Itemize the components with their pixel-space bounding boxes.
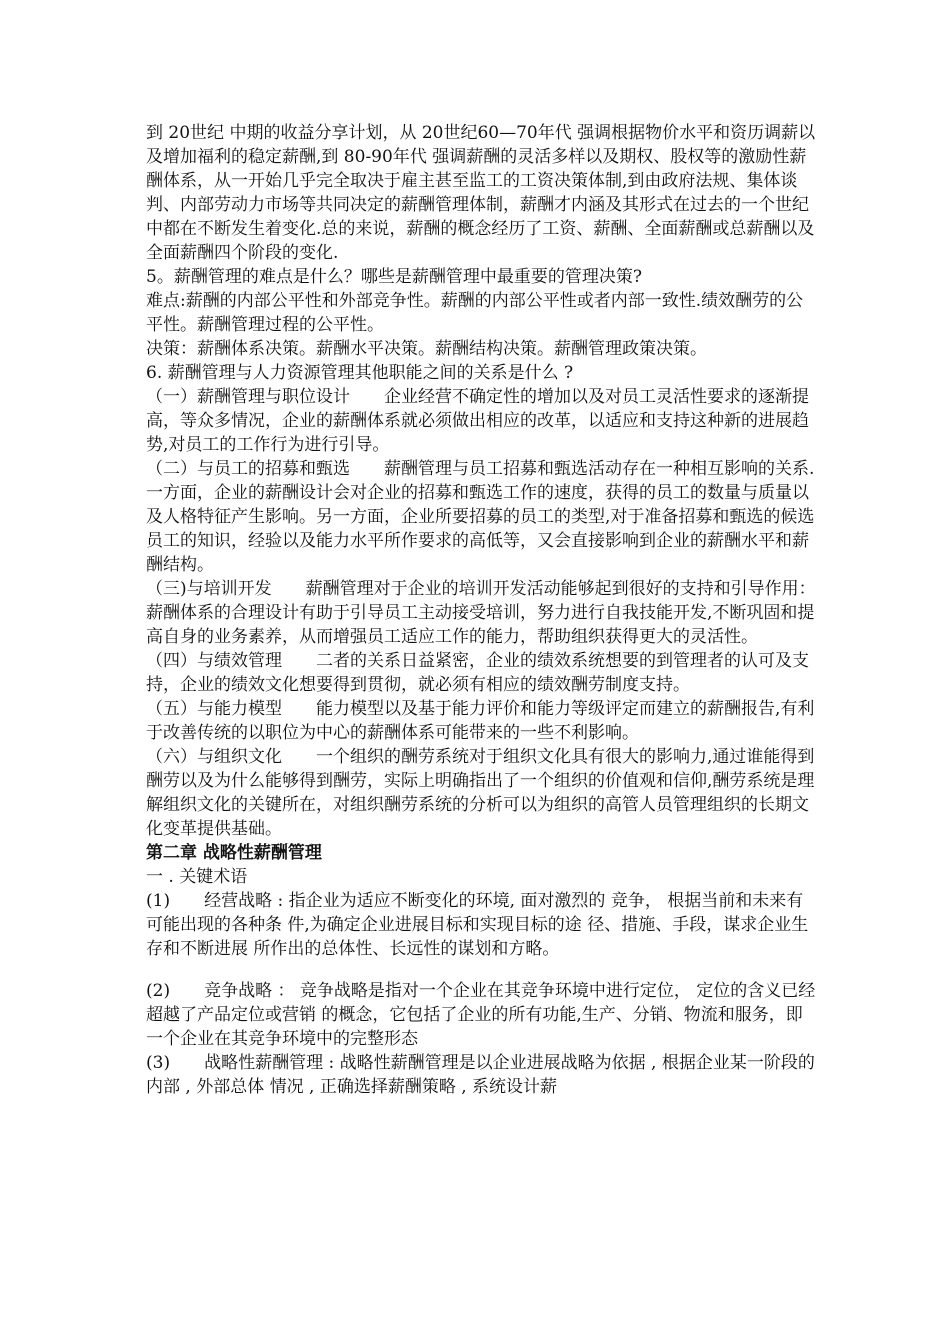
paragraph-salary-history: 到 20世纪 中期的收益分享计划，从 20世纪60—70年代 强调根据物价水平和资历调薪以及增加福利的稳定薪酬,到 80-90年代 强调薪酬的灵活多样以及期权、股权等的激励性薪酬体系，从一开始几乎完全取决于雇主甚至监工的工资决策体制,到由政府法规、集体谈判、内部劳动力市场等共同决定的薪酬管理体制，薪酬才内涵及其形式在过去的一个世纪中都在不断发生着变化.总的来说，薪酬的概念经历了工资、薪酬、全面薪酬或总薪酬以及全面薪酬四个阶段的变化. <box>146 123 816 263</box>
question-5: 5。薪酬管理的难点是什么？哪些是薪酬管理中最重要的管理决策? <box>146 267 642 287</box>
relation-culture: （六）与组织文化 一个组织的酬劳系统对于组织文化具有很大的影响力,通过谁能得到酬劳以及为什么能够得到酬劳，实际上明确指出了一个组织的价值观和信仰,酬劳系统是理解组织文化的关键所在，对组织酬劳系统的分析可以为组织的高管人员管理组织的长期文化变革提供基础。 <box>146 747 815 839</box>
answer-5-difficulty: 难点:薪酬的内部公平性和外部竞争性。薪酬的内部公平性或者内部一致性.绩效酬劳的公平性。薪酬管理过程的公平性。 <box>146 291 804 335</box>
relation-competency-model: （五）与能力模型 能力模型以及基于能力评价和能力等级评定而建立的薪酬报告,有利于改善传统的以职位为中心的薪酬体系可能带来的一些不利影响。 <box>146 699 815 743</box>
chapter-2-title: 第二章 战略性薪酬管理 <box>146 843 322 863</box>
relation-training: （三)与培训开发 薪酬管理对于企业的培训开发活动能够起到很好的支持和引导作用：薪酬体系的合理设计有助于引导员工主动接受培训，努力进行自我技能开发,不断巩固和提高自身的业务素养，从而增强员工适应工作的能力，帮助组织获得更大的灵活性。 <box>146 579 816 647</box>
term-strategic-compensation: (3) 战略性薪酬管理 : 战略性薪酬管理是以企业进展战略为依据 , 根据企业某一阶段的内部 , 外部总体 情况 , 正确选择薪酬策略 , 系统设计薪 <box>146 1053 815 1097</box>
term-competitive-strategy: (2) 竞争战略 ： 竞争战略是指对一个企业在其竞争环境中进行定位， 定位的含义已经超越了产品定位或营销 的概念，它包括了企业的所有功能,生产、分销、物流和服务，即一个企业在其竞争环境中的完整形态 <box>146 981 816 1049</box>
question-6: 6. 薪酬管理与人力资源管理其他职能之间的关系是什么 ? <box>146 363 574 383</box>
relation-job-design: （一）薪酬管理与职位设计 企业经营不确定性的增加以及对员工灵活性要求的逐渐提高，等众多情况，企业的薪酬体系就必须做出相应的改革，以适应和支持这种新的进展趋势,对员工的工作行为进行引导。 <box>146 387 809 455</box>
spacer <box>146 961 818 979</box>
answer-5-decision: 决策：薪酬体系决策。薪酬水平决策。薪酬结构决策。薪酬管理政策决策。 <box>146 339 707 359</box>
relation-recruitment: （二）与员工的招募和甄选 薪酬管理与员工招募和甄选活动存在一种相互影响的关系.一方面，企业的薪酬设计会对企业的招募和甄选工作的速度，获得的员工的数量与质量以及人格特征产生影响。另一方面，企业所要招募的员工的类型,对于准备招募和甄选的候选员工的知识，经验以及能力水平所作要求的高低等，又会直接影响到企业的薪酬水平和薪酬结构。 <box>146 459 815 575</box>
document-body <box>146 121 818 1099</box>
relation-performance: （四）与绩效管理 二者的关系日益紧密，企业的绩效系统想要的到管理者的认可及支持，企业的绩效文化想要得到贯彻，就必须有相应的绩效酬劳制度支持。 <box>146 651 809 695</box>
term-business-strategy: (1) 经营战略 : 指企业为适应不断变化的环境, 面对激烈的 竞争， 根据当前和未来有可能出现的各种条 件,为确定企业进展目标和实现目标的途 径、措施、手段，谋求企业生存和不断进展 所作出的总体性、长远性的谋划和方略。 <box>146 891 809 959</box>
section-key-terms: 一 . 关键术语 <box>146 867 248 887</box>
